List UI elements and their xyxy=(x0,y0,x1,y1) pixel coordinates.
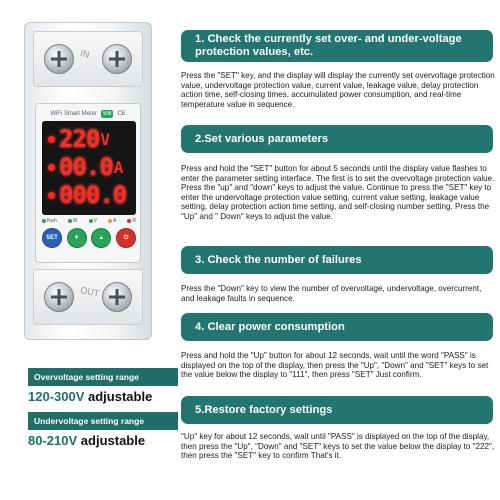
led-icon xyxy=(68,219,72,223)
section-heading-set-parameters: 2.Set various parameters xyxy=(181,125,493,153)
screw-icon xyxy=(44,282,74,312)
status-indicators xyxy=(42,218,136,224)
indicator-dot xyxy=(48,136,55,143)
indicator-dot xyxy=(48,164,55,171)
indicator-r: R xyxy=(127,218,136,224)
power-button[interactable]: ⏻ xyxy=(116,228,136,248)
wifi-badge: Wifi xyxy=(102,111,112,117)
down-button[interactable]: ▼ xyxy=(67,228,87,248)
led-display xyxy=(42,121,136,215)
energy-readout: 000.0 xyxy=(59,181,127,209)
output-terminal-label: OUT xyxy=(79,286,101,300)
undervoltage-range-label: Undervoltage setting range xyxy=(28,412,178,430)
energy-row xyxy=(48,181,130,209)
indicator-w: W xyxy=(68,218,78,224)
meter-front-panel xyxy=(35,103,141,263)
overvoltage-range-suffix: adjustable xyxy=(88,389,153,404)
overvoltage-range-number: 120-300V xyxy=(28,389,85,404)
undervoltage-range-value xyxy=(28,433,145,448)
ce-mark: CE xyxy=(117,111,126,117)
indicator-dot xyxy=(48,192,55,199)
input-terminal-block xyxy=(33,31,143,87)
up-button[interactable]: ▲ xyxy=(91,228,111,248)
undervoltage-range-number: 80-210V xyxy=(28,433,78,448)
current-readout: 00.0 xyxy=(59,153,113,181)
voltage-unit: V xyxy=(100,129,110,149)
led-icon xyxy=(89,219,93,223)
current-row xyxy=(48,153,130,181)
section-body-set-parameters: Press and hold the "SET" button for about 5 seconds until the display value flashes to enter the parameter setting interface. The first is to set the overvoltage protection value. Press the "up" and "down" keys to adjust the value. Continue to press the "SET" key to enter the undervoltage protection value setting, current value setting, leakage value setting, delay protection action time setting, and self-closing number setting. Press the "Up" and " Down" keys to adjust the value. xyxy=(181,164,495,221)
indicator-v: V xyxy=(89,218,97,224)
screw-icon xyxy=(102,282,132,312)
din-rail-meter xyxy=(24,22,152,340)
indicator-kwh: Kwh xyxy=(42,218,57,224)
undervoltage-range-suffix: adjustable xyxy=(80,433,146,448)
screw-icon xyxy=(102,44,132,74)
section-heading-restore-factory: 5.Restore factory settings xyxy=(181,396,493,424)
section-body-restore-factory: "Up" key for about 12 seconds, wait until "PASS" is displayed on the top of the display, then press the "Up", "Down" and "SET" keys to set the value below the display to "222", then press the "SET" key to confirm That's it. xyxy=(181,432,495,460)
screw-icon xyxy=(44,44,74,74)
output-terminal-block xyxy=(33,269,143,325)
current-unit: A xyxy=(113,157,124,177)
section-heading-check-failures: 3. Check the number of failures xyxy=(181,246,493,274)
section-body-clear-consumption: Press and hold the "Up" button for about 12 seconds, wait until the word "PASS" is displayed on the top of the display, then press the "Up", "Down" and "SET" keys to set the value below the display to "111", then press "SET" Just confirm. xyxy=(181,351,489,379)
overvoltage-range-label: Overvoltage setting range xyxy=(28,368,178,386)
section-heading-clear-consumption: 4. Clear power consumption xyxy=(181,313,493,341)
control-buttons xyxy=(42,228,136,248)
section-body-check-failures: Press the "Down" key to view the number of overvoltage, undervoltage, overcurrent, and leakage faults in sequence. xyxy=(181,284,482,303)
voltage-readout: 220 xyxy=(59,125,100,153)
led-icon xyxy=(108,219,112,223)
model-label: WiFi Smart Meter xyxy=(50,111,97,117)
led-icon xyxy=(42,219,46,223)
section-body-check-values: Press the "SET" key, and the display will display the currently set overvoltage protection value, undervoltage protection value, current value, leakage value, delay protection action time, self-closing times, accumulated power consumption, and real-time temperature value in sequence. xyxy=(181,71,495,109)
overvoltage-range-value xyxy=(28,389,152,404)
panel-header xyxy=(40,108,136,120)
voltage-row xyxy=(48,125,130,153)
set-button[interactable]: SET xyxy=(42,228,62,248)
input-terminal-label: IN xyxy=(79,49,91,61)
led-icon xyxy=(127,219,131,223)
section-heading-check-values: 1. Check the currently set over- and under-voltage protection values, etc. xyxy=(181,30,493,62)
indicator-a: A xyxy=(108,218,116,224)
